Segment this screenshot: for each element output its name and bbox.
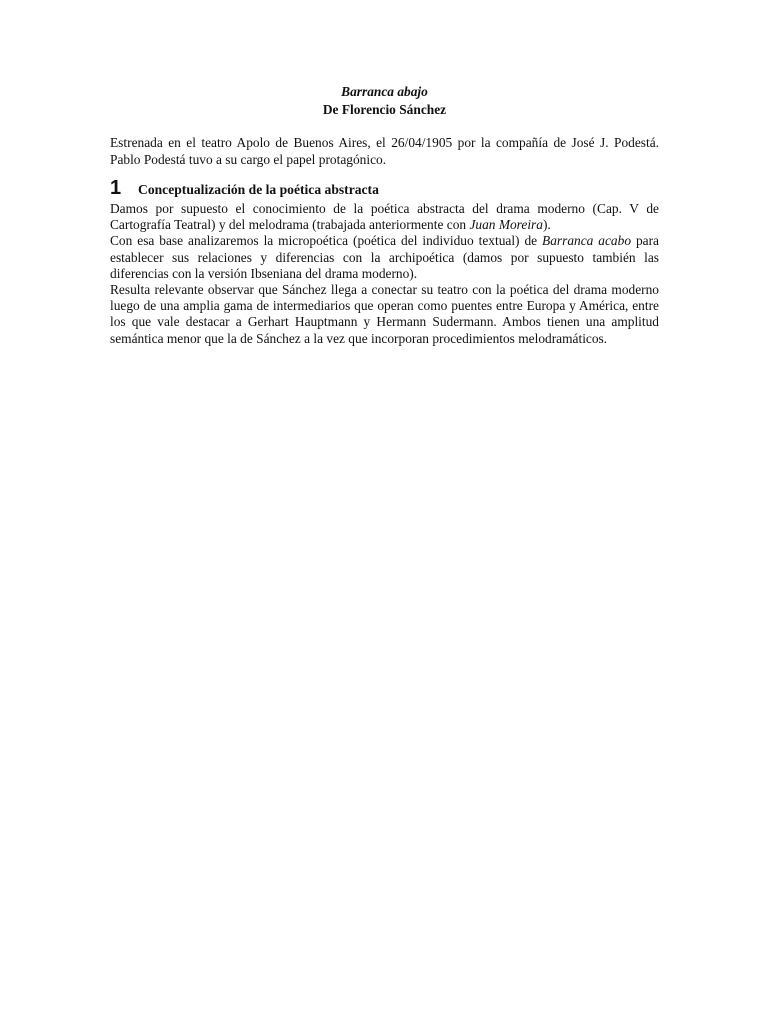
paragraph-text: Con esa base analizaremos la micropoética (poética del individuo textual) de [110, 233, 543, 249]
section-number: 1 [110, 176, 122, 199]
italic-title-juan-moreira: Juan Moreira [469, 217, 543, 233]
document-page [110, 84, 659, 347]
paragraph-text: para establecer sus relaciones y diferencias con la archipoética (damos por supuesto también las diferencias con la versión Ibseniana del drama moderno). [110, 233, 659, 281]
body-paragraph-2: Resulta relevante observar que Sánchez llega a conectar su teatro con la poética del drama moderno luego de una amplia gama de intermediarios que operan como puentes entre Europa y América, entre los que vale destacar a Gerhart Hauptmann y Hermann Sudermann. Ambos tienen una amplitud semántica menor que la de Sánchez a la vez que incorporan procedimientos melodramáticos. [110, 282, 659, 346]
section-heading [110, 176, 659, 199]
document-title: Barranca abajo [341, 84, 428, 99]
intro-paragraph: Estrenada en el teatro Apolo de Buenos Aires, el 26/04/1905 por la compañía de José J. Podestá. Pablo Podestá tuvo a su cargo el papel protagónico. [110, 135, 659, 167]
paragraph-text: Damos por supuesto el conocimiento de la poética abstracta del drama moderno (Cap. V de Cartografía Teatral) y del melodrama (trabajada anteriormente con [110, 201, 659, 233]
body-paragraph-1 [110, 201, 659, 282]
document-subtitle: De Florencio Sánchez [322, 102, 447, 118]
paragraph-text: ). [542, 217, 551, 233]
section-title: Conceptualización de la poética abstracta [138, 181, 379, 197]
italic-title-barranca-acabo: Barranca acabo [542, 233, 632, 249]
